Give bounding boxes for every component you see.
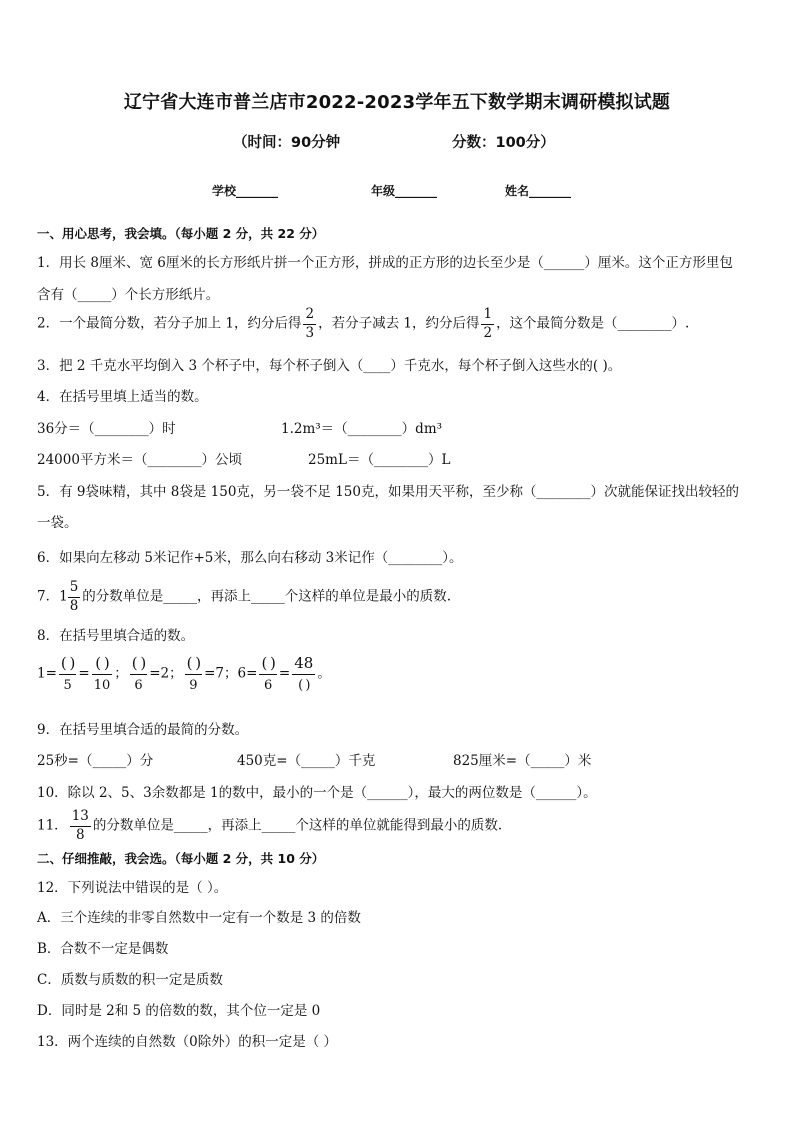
q12-option-b: B．合数不一定是偶数 bbox=[37, 941, 169, 957]
q8-eq-last: = bbox=[278, 665, 291, 682]
q6: 6．如果向左移动 5米记作+5米，那么向右移动 3米记作（________）。 bbox=[37, 550, 463, 566]
exam-time-score bbox=[233, 131, 555, 152]
q10: 10．除以 2、5、3余数都是 1的数中，最小的一个是（______），最大的两位数是（______）。 bbox=[37, 785, 597, 801]
q13: 13．两个连续的自然数（0除外）的积一定是（ ） bbox=[37, 1034, 338, 1050]
q8-frac-10 bbox=[92, 656, 113, 692]
q5-line2: 一袋。 bbox=[37, 515, 78, 531]
q4-b: 1.2m³＝（________）dm³ bbox=[281, 421, 443, 437]
q2-fraction-2-3 bbox=[303, 308, 316, 340]
name-field: 姓名_______ bbox=[505, 184, 572, 198]
q4-text: 4．在括号里填上适当的数。 bbox=[37, 389, 208, 405]
fraction-denominator: 10 bbox=[92, 674, 113, 692]
q4-d: 25mL＝（________）L bbox=[308, 452, 451, 468]
q8-eq7: =7；6= bbox=[204, 665, 258, 682]
q8-equations bbox=[37, 656, 331, 692]
fraction-denominator: 8 bbox=[70, 826, 91, 843]
fraction-denominator: 9 bbox=[185, 674, 202, 692]
q9-a: 25秒=（_____）分 bbox=[37, 753, 154, 769]
blank-paren: ( ) bbox=[60, 654, 75, 672]
fraction-numerator: 13 bbox=[71, 808, 89, 824]
blank-paren: ( ) bbox=[261, 654, 275, 672]
q11 bbox=[37, 810, 502, 842]
blank-paren: ( ) bbox=[131, 654, 146, 672]
blank-paren: ( ) bbox=[292, 674, 315, 692]
q9-text: 9．在括号里填合适的最简的分数。 bbox=[37, 722, 249, 738]
q8-eq: = bbox=[78, 665, 90, 682]
q1-line2: 含有（_____）个长方形纸片。 bbox=[37, 287, 220, 303]
fraction-numerator: 2 bbox=[305, 306, 315, 322]
fraction-denominator: 2 bbox=[483, 324, 493, 341]
q9-c: 825厘米=（_____）米 bbox=[453, 753, 592, 769]
q8-eq2: =2； bbox=[149, 665, 183, 682]
q11-rest: 的分数单位是_____，再添上_____个这样的单位就能得到最小的质数. bbox=[92, 817, 503, 834]
q4-a: 36分＝（________）时 bbox=[37, 421, 176, 437]
q2-fraction-1-2 bbox=[481, 308, 494, 340]
school-field: 学校_______ bbox=[212, 184, 279, 198]
q11-fraction bbox=[70, 810, 91, 842]
exam-time: （时间：90分钟 bbox=[233, 135, 341, 151]
q8-frac-6b bbox=[259, 656, 276, 692]
blank-paren: ( ) bbox=[186, 654, 201, 672]
exam-title: 辽宁省大连市普兰店市2022-2023学年五下数学期末调研模拟试题 bbox=[123, 92, 671, 113]
q8-end: 。 bbox=[317, 665, 331, 682]
q12-option-c: C．质数与质数的积一定是质数 bbox=[37, 972, 223, 988]
q8-frac-6 bbox=[130, 656, 147, 692]
q8-frac-5 bbox=[59, 656, 76, 692]
q7-fraction bbox=[68, 581, 81, 613]
section2-heading: 二、仔细推敲，我会选。（每小题 2 分，共 10 分） bbox=[37, 851, 325, 866]
q7 bbox=[37, 581, 451, 613]
fraction-numerator: 48 bbox=[294, 654, 314, 672]
fraction-denominator: 3 bbox=[305, 324, 315, 341]
q2-part3: ，这个最简分数是（________）. bbox=[496, 315, 690, 332]
blank-paren: ( ) bbox=[95, 654, 109, 672]
q3: 3．把 2 千克水平均倒入 3 个杯子中，每个杯子倒入（____）千克水，每个杯子倒入这些水的( )。 bbox=[37, 358, 622, 374]
fraction-denominator: 6 bbox=[130, 674, 147, 692]
q8-frac-9 bbox=[185, 656, 202, 692]
q11-prefix: 11． bbox=[37, 817, 68, 834]
fraction-numerator: 1 bbox=[483, 306, 493, 322]
fraction-denominator: 5 bbox=[59, 674, 76, 692]
q7-rest: 的分数单位是_____，再添上_____个这样的单位是最小的质数. bbox=[82, 588, 452, 605]
q12-stem: 12．下列说法中错误的是（ ）。 bbox=[37, 880, 228, 896]
q5-line1: 5．有 9袋味精，其中 8袋是 150克，另一袋不足 150克，如果用天平称，至少称（________）次就能保证找出较轻的 bbox=[37, 484, 739, 500]
q8-text: 8．在括号里填合适的数。 bbox=[37, 628, 195, 644]
q7-whole: 1 bbox=[59, 588, 68, 605]
q2-part2: ，若分子减去 1，约分后得 bbox=[318, 315, 480, 332]
grade-field: 年级_______ bbox=[371, 184, 438, 198]
q2-part1: 2．一个最简分数，若分子加上 1，约分后得 bbox=[37, 315, 302, 332]
exam-score: 分数：100分） bbox=[452, 135, 555, 151]
q8-one: 1= bbox=[37, 665, 57, 682]
section1-heading: 一、用心思考，我会填。（每小题 2 分，共 22 分） bbox=[37, 226, 325, 241]
q12-option-d: D．同时是 2和 5 的倍数的数，其个位一定是 0 bbox=[37, 1003, 321, 1019]
q4-c: 24000平方米＝（________）公顷 bbox=[37, 452, 242, 468]
q8-frac-48 bbox=[292, 656, 315, 692]
q7-prefix: 7． bbox=[37, 588, 60, 605]
q8-semi: ； bbox=[114, 665, 128, 682]
fraction-denominator: 8 bbox=[69, 597, 79, 614]
q12-option-a: A．三个连续的非零自然数中一定有一个数是 3 的倍数 bbox=[37, 910, 361, 926]
q9-b: 450克=（_____）千克 bbox=[237, 753, 376, 769]
fraction-denominator: 6 bbox=[259, 674, 276, 692]
q1-line1: 1．用长 8厘米、宽 6厘米的长方形纸片拼一个正方形，拼成的正方形的边长至少是（______）厘米。这个正方形里包 bbox=[37, 255, 733, 271]
fraction-numerator: 5 bbox=[69, 579, 79, 595]
q2 bbox=[37, 308, 689, 340]
